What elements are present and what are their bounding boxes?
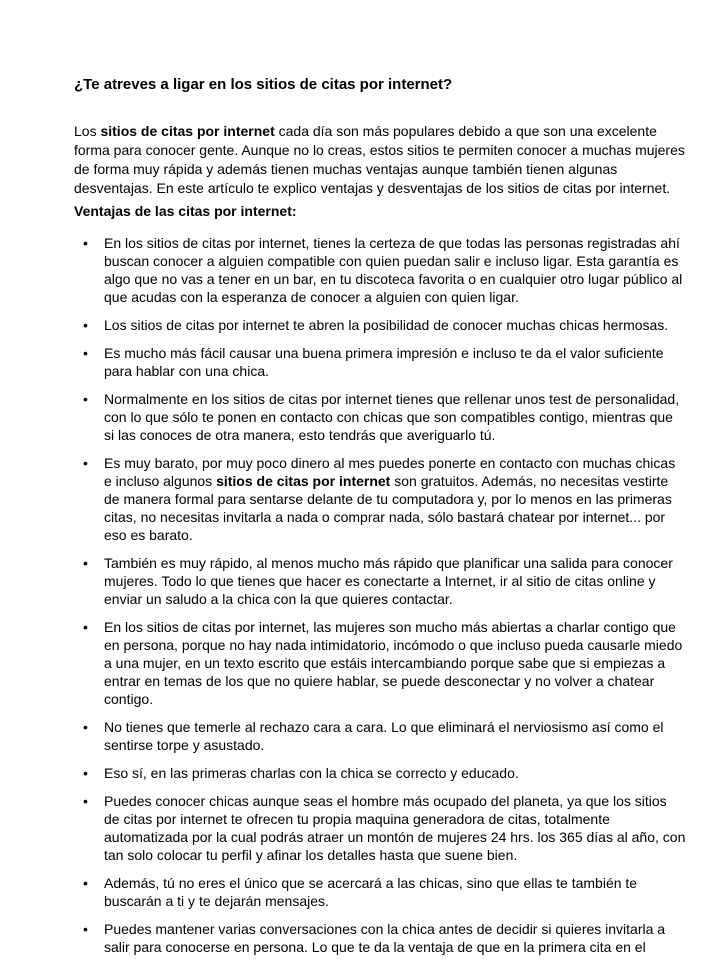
list-item <box>74 618 686 708</box>
list-item <box>74 554 686 608</box>
bullet-icon: • <box>83 455 88 471</box>
item-bold-term: sitios de citas por internet <box>216 473 391 489</box>
bullet-icon: • <box>83 719 88 735</box>
page-title: ¿Te atreves a ligar en los sitios de citas por internet? <box>74 76 453 93</box>
list-item-text: Puedes conocer chicas aunque seas el hombre más ocupado del planeta, ya que los sitios de citas por internet te ofrecen tu propia maquina generadora de citas, totalmente automatizada por la cual podrás atraer un montón de mujeres 24 hrs. los 365 días al año, con tan solo colocar tu perfil y afinar los detalles hasta que suene bien. <box>104 793 686 863</box>
bullet-icon: • <box>83 765 88 781</box>
bullet-icon: • <box>83 345 88 361</box>
list-item <box>74 316 686 334</box>
intro-paragraph <box>74 122 688 198</box>
bullet-icon: • <box>83 317 88 333</box>
advantages-list <box>74 234 686 966</box>
list-item <box>74 718 686 754</box>
list-item-text: Eso sí, en las primeras charlas con la chica se correcto y educado. <box>104 765 519 781</box>
bullet-icon: • <box>83 619 88 635</box>
bullet-icon: • <box>83 391 88 407</box>
list-item <box>74 234 686 306</box>
list-item <box>74 792 686 864</box>
list-item <box>74 454 686 544</box>
intro-bold-term: sitios de citas por internet <box>100 123 275 139</box>
list-item-text <box>104 455 675 543</box>
bullet-icon: • <box>83 235 88 251</box>
bullet-icon: • <box>83 921 88 937</box>
list-item <box>74 344 686 380</box>
list-item-text: En los sitios de citas por internet, las mujeres son mucho más abiertas a charlar contigo que en persona, porque no hay nada intimidatorio, incómodo o que incluso pueda causarle miedo a una mujer, en un texto escrito que estáis intercambiando porque sabe que si empiezas a entrar en temas de los que no quiere hablar, se puede desconectar y no volver a chatear contigo. <box>104 619 683 707</box>
list-item <box>74 390 686 444</box>
list-item-text: Los sitios de citas por internet te abren la posibilidad de conocer muchas chicas hermosas. <box>104 317 669 333</box>
list-item <box>74 920 686 956</box>
item-rest: son gratuitos. Además, no necesitas vestirte de manera formal para sentarse delante de tu computadora y, por lo menos en las primeras citas, no necesitas invitarla a nada o comprar nada, sólo bastará chatear por internet... por eso es barato. <box>104 473 672 543</box>
section-heading: Ventajas de las citas por internet: <box>74 203 297 219</box>
intro-rest: cada día son más populares debido a que son una excelente forma para conocer gente. Aunque no lo creas, estos sitios te permiten conocer a muchas mujeres de forma muy rápida y además tienen muchas ventajas aunque también tienen algunas desventajas. En este artículo te explico ventajas y desventajas de los sitios de citas por internet. <box>74 123 685 196</box>
list-item-text: Además, tú no eres el único que se acercará a las chicas, sino que ellas te también te buscarán a ti y te dejarán mensajes. <box>104 875 638 909</box>
item-lead: Es muy barato, por muy poco dinero al mes puedes ponerte en contacto con muchas chicas e incluso algunos <box>104 455 676 489</box>
bullet-icon: • <box>83 875 88 891</box>
intro-lead: Los <box>74 123 101 139</box>
bullet-icon: • <box>83 555 88 571</box>
bullet-icon: • <box>83 793 88 809</box>
list-item-text: Es mucho más fácil causar una buena primera impresión e incluso te da el valor suficiente para hablar con una chica. <box>104 345 664 379</box>
list-item-text: No tienes que temerle al rechazo cara a cara. Lo que eliminará el nerviosismo así como el sentirse torpe y asustado. <box>104 719 664 753</box>
list-item <box>74 874 686 910</box>
list-item-text: También es muy rápido, al menos mucho más rápido que planificar una salida para conocer mujeres. Todo lo que tienes que hacer es conectarte a Internet, ir al sitio de citas online y enviar un saludo a la chica con la que quieres contactar. <box>104 555 673 607</box>
list-item-text: Puedes mantener varias conversaciones con la chica antes de decidir si quieres invitarla a salir para conocerse en persona. Lo que te da la ventaja de que en la primera cita en el <box>104 921 666 955</box>
list-item-text: En los sitios de citas por internet, tienes la certeza de que todas las personas registradas ahí buscan conocer a alguien compatible con quien puedan salir e incluso ligar. Esta garantía es algo que no vas a tener en un bar, en tu discoteca favorita o en cualquier otro lugar público al que acudas con la esperanza de conocer a alguien con quien ligar. <box>104 235 683 305</box>
list-item <box>74 764 686 782</box>
list-item-text: Normalmente en los sitios de citas por internet tienes que rellenar unos test de personalidad, con lo que sólo te ponen en contacto con chicas que son compatibles contigo, mientras que si las conoces de otra manera, esto tendrás que averiguarlo tú. <box>104 391 680 443</box>
